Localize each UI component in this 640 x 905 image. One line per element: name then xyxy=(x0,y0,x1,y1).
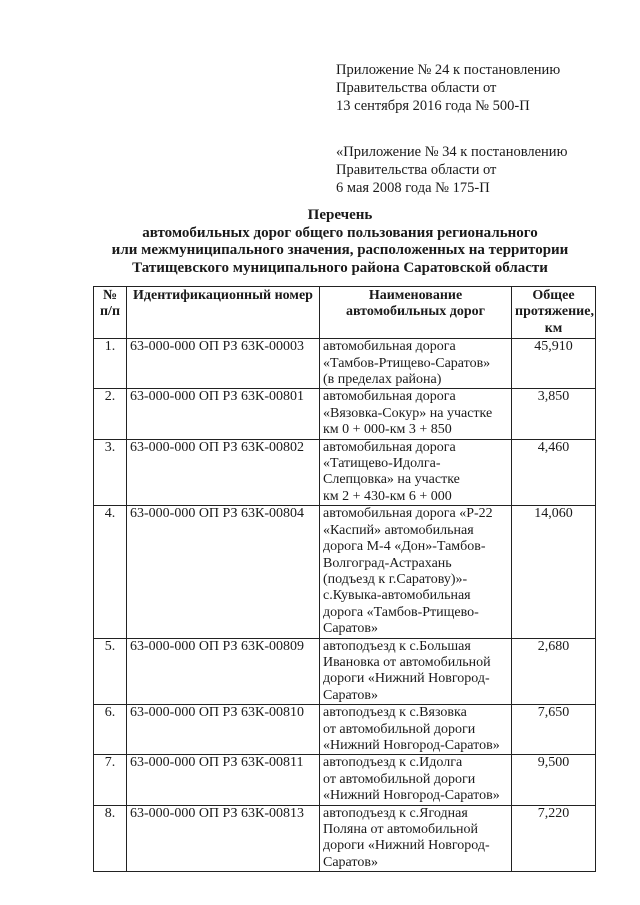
road-name-line: «Татищево-Идолга- xyxy=(323,456,441,472)
road-name-line: с.Кувыка-автомобильная xyxy=(323,588,471,604)
title-line: или межмуниципального значения, расположенных на территории xyxy=(111,242,569,258)
table-header-row xyxy=(94,287,596,339)
attachment-original-line: Правительства области от xyxy=(336,162,497,178)
road-name-line: автомобильная дорога xyxy=(323,339,456,355)
title-line: автомобильных дорог общего пользования регионального xyxy=(142,224,538,241)
row-road-name xyxy=(320,705,512,755)
title-line: Перечень xyxy=(307,207,373,223)
road-name-line: дорога «Тамбов-Ртищево- xyxy=(323,604,479,620)
road-name-line: Слепцовка» на участке xyxy=(323,472,460,488)
row-identifier: 63-000-000 ОП РЗ 63К-00809 xyxy=(127,638,320,705)
row-length: 9,500 xyxy=(512,755,596,805)
road-name-line: автоподъезд к с.Ягодная xyxy=(323,805,468,821)
road-name-line: автоподъезд к с.Большая xyxy=(323,638,471,654)
road-name-line: Саратов» xyxy=(323,687,378,703)
header-identifier: Идентификационный номер xyxy=(127,287,320,339)
table-body xyxy=(94,339,596,872)
row-number: 7. xyxy=(94,755,127,805)
row-identifier: 63-000-000 ОП РЗ 63К-00811 xyxy=(127,755,320,805)
road-name-line: дороги «Нижний Новгород- xyxy=(323,671,490,687)
road-name-line: автомобильная дорога «Р-22 xyxy=(323,506,493,522)
road-name-line: автомобильная дорога xyxy=(323,439,456,455)
row-road-name xyxy=(320,805,512,872)
row-number: 3. xyxy=(94,439,127,506)
table-row xyxy=(94,506,596,638)
row-identifier: 63-000-000 ОП РЗ 63К-00813 xyxy=(127,805,320,872)
title-line: Татищевского муниципального района Саратовской области xyxy=(132,259,548,276)
road-name-line: Поляна от автомобильной xyxy=(323,822,478,837)
row-number: 6. xyxy=(94,705,127,755)
row-length: 4,460 xyxy=(512,439,596,506)
road-name-line: км 2 + 430-км 6 + 000 xyxy=(323,488,452,504)
row-length: 45,910 xyxy=(512,339,596,389)
road-name-line: «Нижний Новгород-Саратов» xyxy=(323,737,500,753)
attachment-original-line: 6 мая 2008 года № 175-П xyxy=(336,180,490,196)
road-name-line: от автомобильной дороги xyxy=(323,721,476,737)
attachment-current-line: Приложение № 24 к постановлению xyxy=(336,62,561,78)
road-name-line: (в пределах района) xyxy=(323,372,442,388)
road-name-line: от автомобильной дороги xyxy=(323,771,476,787)
row-number: 8. xyxy=(94,805,127,872)
row-road-name xyxy=(320,439,512,506)
attachment-current-line: Правительства области от xyxy=(336,80,497,96)
header-road-name: Наименование автомобильных дорог xyxy=(320,287,512,339)
row-length: 7,650 xyxy=(512,705,596,755)
road-name-line: Саратов» xyxy=(323,621,378,637)
road-name-line: км 0 + 000-км 3 + 850 xyxy=(323,422,452,438)
attachment-current-block xyxy=(336,61,626,115)
table-row xyxy=(94,705,596,755)
road-name-line: Саратов» xyxy=(323,854,378,870)
roads-table xyxy=(93,286,596,872)
row-length: 2,680 xyxy=(512,638,596,705)
document-title xyxy=(40,207,640,277)
road-name-line: Ивановка от автомобильной xyxy=(323,654,491,670)
road-name-line: «Вязовка-Сокур» на участке xyxy=(323,405,493,421)
road-name-line: автоподъезд к с.Идолга xyxy=(323,755,463,771)
road-name-line: «Тамбов-Ртищево-Саратов» xyxy=(323,355,491,371)
row-road-name xyxy=(320,506,512,638)
row-length: 7,220 xyxy=(512,805,596,872)
row-identifier: 63-000-000 ОП РЗ 63К-00804 xyxy=(127,506,320,638)
table-row xyxy=(94,439,596,506)
table-row xyxy=(94,755,596,805)
row-road-name xyxy=(320,339,512,389)
attachment-original-line: «Приложение № 34 к постановлению xyxy=(336,144,568,160)
road-name-line: дороги «Нижний Новгород- xyxy=(323,838,490,854)
table-row xyxy=(94,389,596,439)
row-identifier: 63-000-000 ОП РЗ 63К-00802 xyxy=(127,439,320,506)
row-number: 4. xyxy=(94,506,127,638)
row-identifier: 63-000-000 ОП РЗ 63К-00003 xyxy=(127,339,320,389)
row-road-name xyxy=(320,755,512,805)
header-number: № п/п xyxy=(94,287,127,339)
road-name-line: «Нижний Новгород-Саратов» xyxy=(323,788,500,804)
row-road-name xyxy=(320,389,512,439)
row-number: 1. xyxy=(94,339,127,389)
row-length: 3,850 xyxy=(512,389,596,439)
road-name-line: автоподъезд к с.Вязовка xyxy=(323,705,467,721)
table-row xyxy=(94,638,596,705)
road-name-line: автомобильная дорога xyxy=(323,389,456,405)
attachment-original-block xyxy=(336,143,626,197)
attachment-current-line: 13 сентября 2016 года № 500-П xyxy=(336,98,530,114)
road-name-line: дорога М-4 «Дон»-Тамбов- xyxy=(323,539,486,555)
row-identifier: 63-000-000 ОП РЗ 63К-00801 xyxy=(127,389,320,439)
table-row xyxy=(94,805,596,872)
road-name-line: «Каспий» автомобильная xyxy=(323,522,474,538)
row-number: 5. xyxy=(94,638,127,705)
road-name-line: (подъезд к г.Саратову)»- xyxy=(323,571,468,587)
row-identifier: 63-000-000 ОП РЗ 63К-00810 xyxy=(127,705,320,755)
header-length: Общее протяжение, км xyxy=(512,287,596,339)
row-number: 2. xyxy=(94,389,127,439)
row-length: 14,060 xyxy=(512,506,596,638)
road-name-line: Волгоград-Астрахань xyxy=(323,555,452,571)
table-row xyxy=(94,339,596,389)
row-road-name xyxy=(320,638,512,705)
